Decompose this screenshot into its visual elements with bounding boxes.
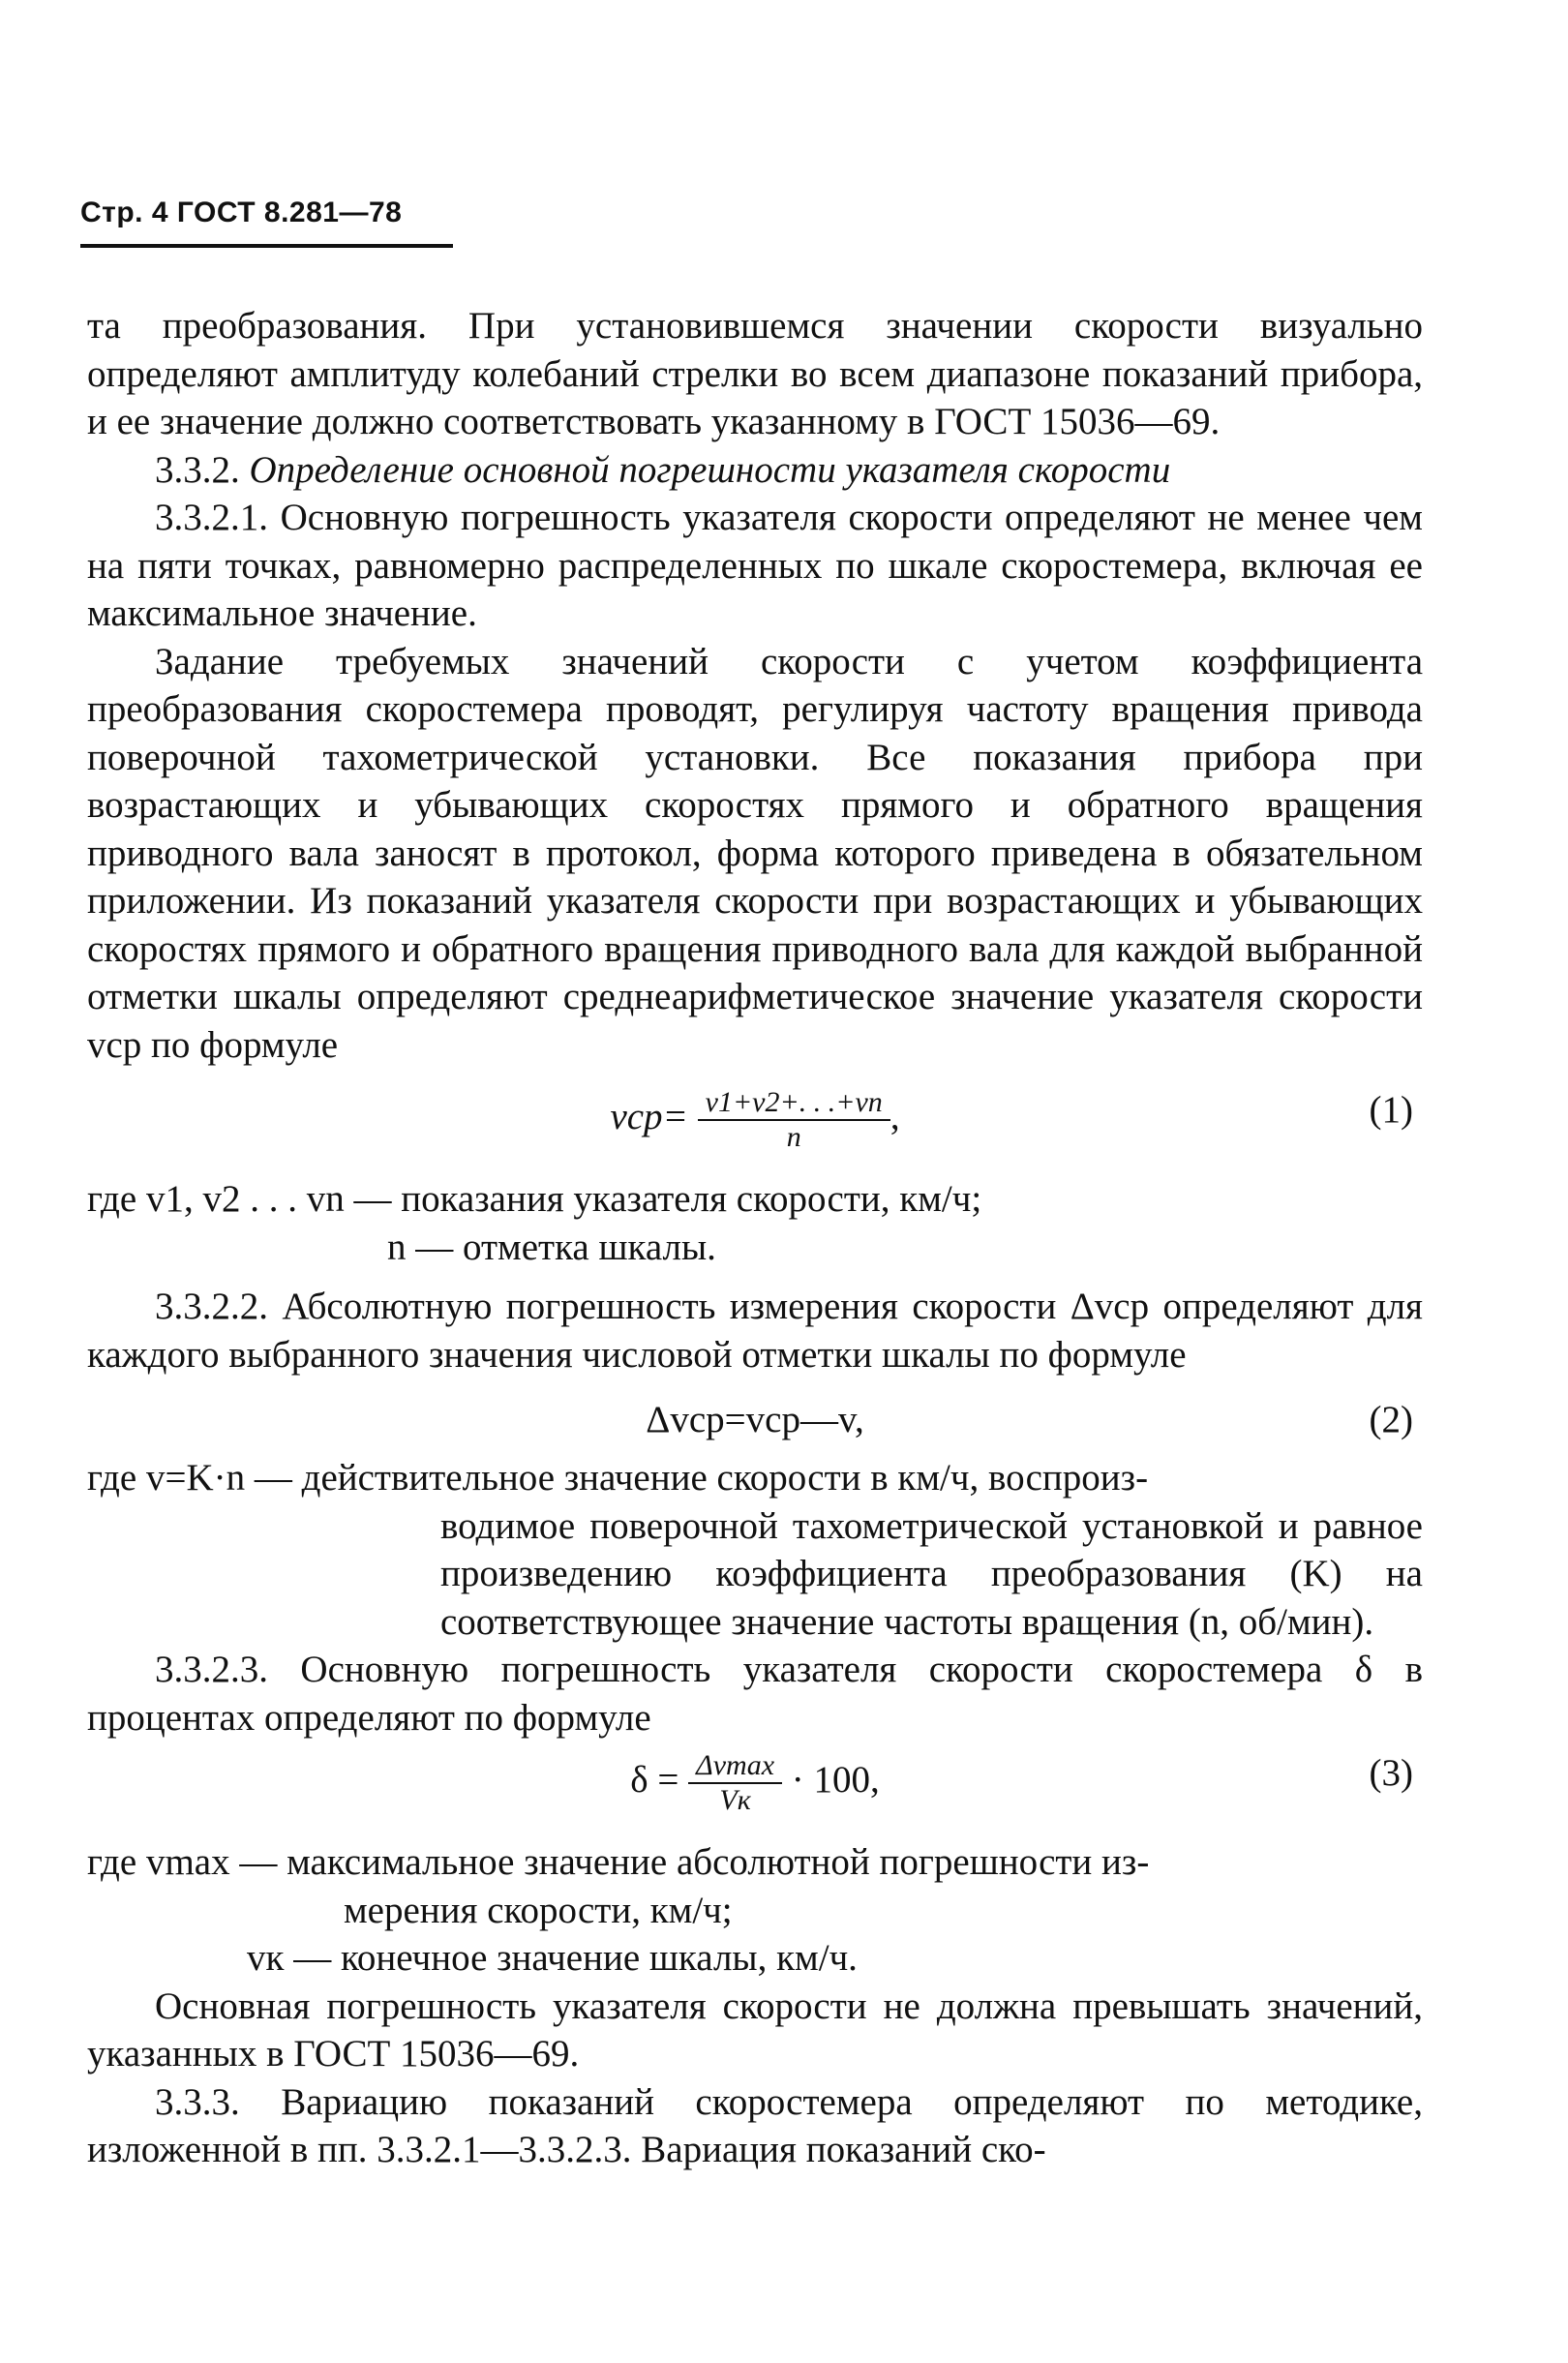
definition-vk: vк — конечное значение шкалы, км/ч.: [247, 1937, 858, 1979]
definition-v: где v1, v2 . . . vn — показания указателя скорости, км/ч;: [87, 1178, 982, 1220]
paragraph-task: Задание требуемых значений скорости с учетом коэффициента преобразования скоростемера проводят, регулируя частоту вращения привода поверочной тахометрической установки. Все показания прибора при возрастающих и убывающих скоростях прямого и обратного вращения приводного вала заносят в протокол, форма которого приведена в обязательном приложении. Из показаний указателя скорости при возрастающих и убывающих скоростях прямого и обратного вращения приводного вала для каждой выбранной отметки шкалы определяют среднеарифметическое значение указателя скорости vср по формуле: [87, 640, 1423, 1066]
definition-v-actual-cont: водимое поверочной тахометрической установкой и равное произведению коэффициента преобразования (K) на соответствующее значение частоты вращения (n, об/мин).: [440, 1504, 1423, 1643]
paragraph-3-3-3: 3.3.3. Вариацию показаний скоростемера определяют по методике, изложенной в пп. 3.3.2.1—3.3.2.3. Вариация показаний ско-: [87, 2080, 1423, 2170]
paragraph-3-3-2-2: 3.3.2.2. Абсолютную погрешность измерения скорости Δvср определяют для каждого выбранного значения числовой отметки шкалы по формуле: [87, 1286, 1423, 1376]
section-heading: [87, 446, 1423, 495]
section-number: 3.3.2.: [155, 448, 240, 491]
definition-n: n — отметка шкалы.: [387, 1226, 716, 1268]
formula-1: [87, 1069, 1423, 1175]
header-rule: [80, 244, 453, 248]
formula-2-expression: Δvср=vср—v,: [646, 1399, 864, 1440]
formula-1-denominator: n: [786, 1121, 801, 1153]
page-header: [80, 197, 402, 229]
formula-1-fraction: [698, 1086, 890, 1154]
page-label: Стр. 4: [80, 197, 169, 228]
section-title: Определение основной погрешности указателя скорости: [249, 448, 1171, 491]
formula-2-definitions: [87, 1454, 1423, 1646]
paragraph-main-error-limit: Основная погрешность указателя скорости не должна превышать значений, указанных в ГОСТ 15036—69.: [87, 1984, 1423, 2075]
formula-3-numerator: Δvmax: [688, 1749, 782, 1784]
paragraph-3-3-2-3: 3.3.2.3. Основную погрешность указателя скорости скоростемера δ в процентах определяют по формуле: [87, 1649, 1423, 1739]
document-body: [87, 302, 1423, 2174]
paragraph-3-3-2-1: 3.3.2.1. Основную погрешность указателя скорости определяют не менее чем на пяти точках, равномерно распределенных по шкале скоростемера, включая ее максимальное значение.: [87, 497, 1423, 634]
formula-1-label: (1): [1369, 1089, 1413, 1131]
formula-1-definitions: [87, 1175, 1423, 1271]
formula-3-fraction: [688, 1749, 782, 1817]
paragraph-continuation: та преобразования. При установившемся значении скорости визуально определяют амплитуду колебаний стрелки во всем диапазоне показаний прибора, и ее значение должно соответствовать указанному в ГОСТ 15036—69.: [87, 305, 1423, 442]
formula-1-numerator: v1+v2+. . .+vn: [698, 1086, 890, 1121]
formula-3-definitions: [87, 1838, 1423, 1983]
formula-3-tail: · 100,: [791, 1758, 880, 1801]
formula-3-lhs: δ =: [630, 1758, 679, 1801]
definition-vmax-cont: мерения скорости, км/ч;: [344, 1889, 733, 1931]
formula-3-denominator: Vк: [719, 1784, 751, 1816]
definition-vmax: где vmax — максимальное значение абсолютной погрешности из-: [87, 1841, 1150, 1883]
formula-2-label: (2): [1369, 1399, 1413, 1440]
definition-v-actual: где v=K·n — действительное значение скорости в км/ч, воспроиз-: [87, 1457, 1149, 1499]
formula-2: [87, 1396, 1423, 1454]
standard-number: ГОСТ 8.281—78: [176, 197, 403, 228]
formula-3-label: (3): [1369, 1752, 1413, 1794]
formula-1-tail: ,: [890, 1095, 900, 1137]
formula-3: [87, 1742, 1423, 1838]
formula-1-lhs: vср=: [610, 1095, 688, 1137]
